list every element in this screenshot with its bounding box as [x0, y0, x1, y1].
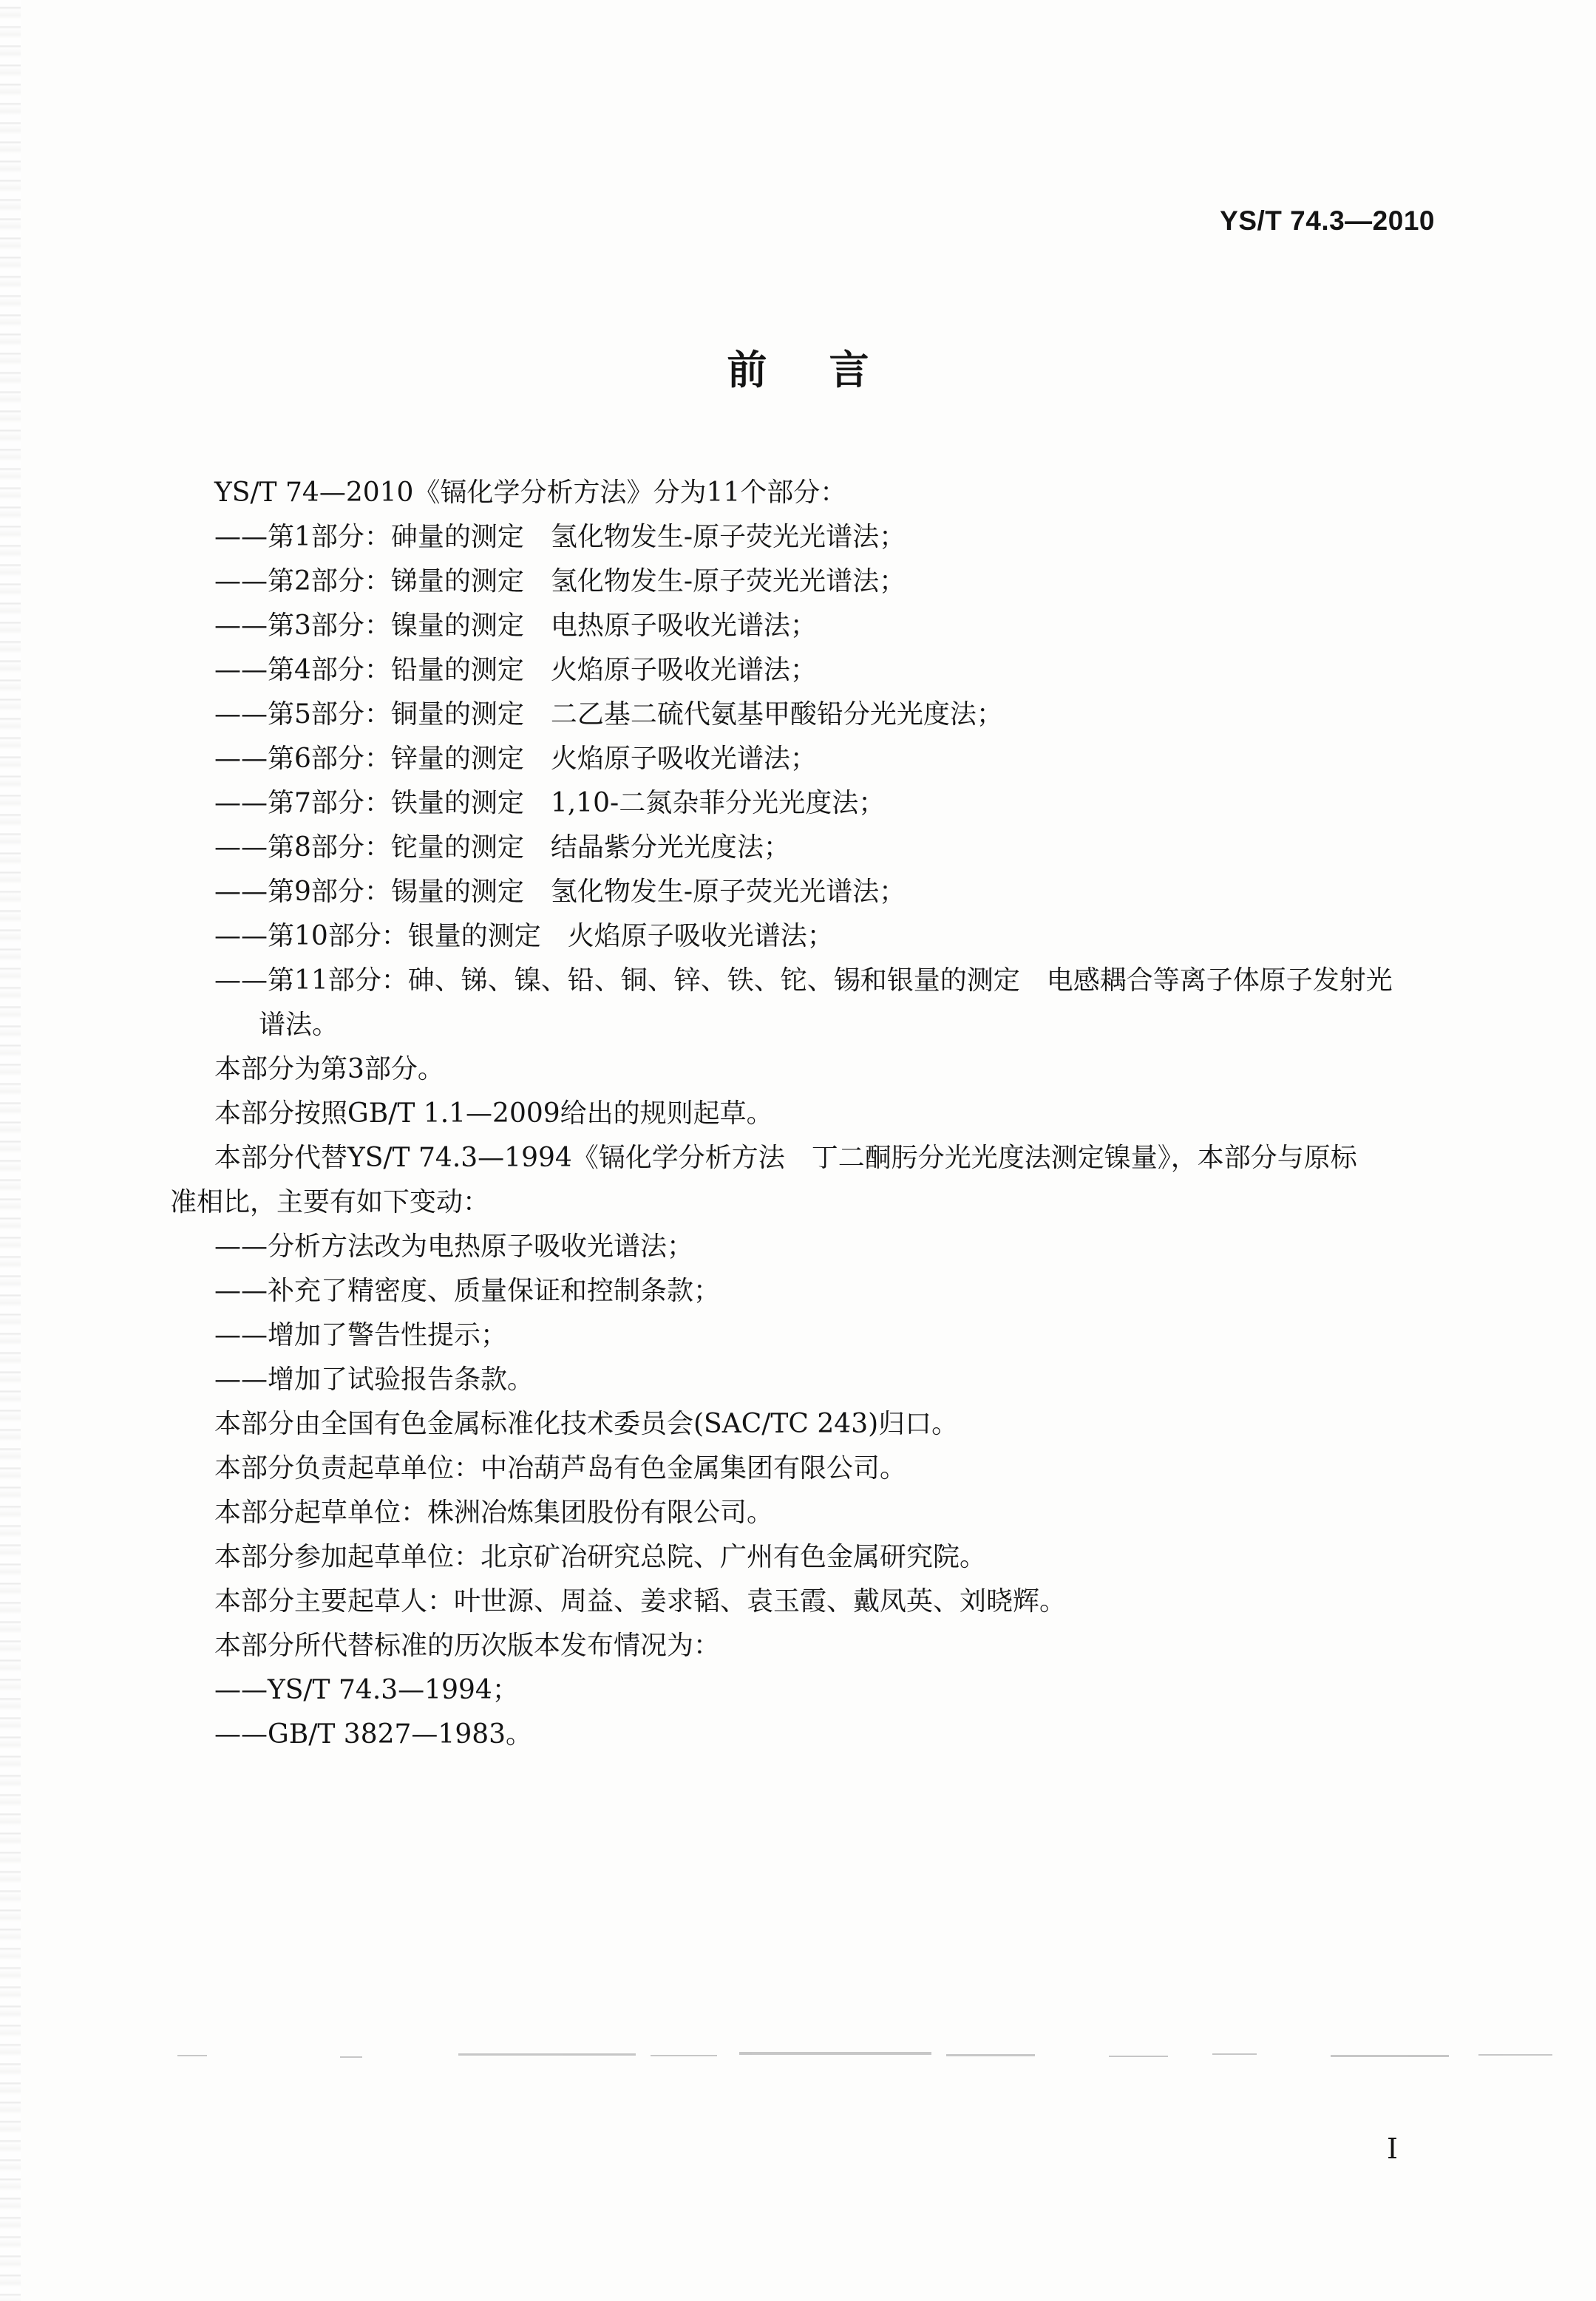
info-line: 本部分所代替标准的历次版本发布情况为： — [214, 1631, 721, 1661]
info-line: 本部分主要起草人：叶世源、周益、姜求韬、袁玉霞、戴凤英、刘晓辉。 — [214, 1586, 1067, 1617]
intro-line: YS/T 74—2010《镉化学分析方法》分为11个部分： — [214, 477, 847, 508]
info-line: 本部分负责起草单位：中冶葫芦岛有色金属集团有限公司。 — [214, 1453, 907, 1483]
part-item: ——第4部分：铅量的测定 火焰原子吸收光谱法； — [214, 655, 817, 685]
part-item-11-line1: ——第11部分：砷、锑、镍、铅、铜、锌、铁、铊、锡和银量的测定 电感耦合等离子体原子发射光 — [214, 965, 1393, 996]
replace-line2: 准相比，主要有如下变动： — [170, 1187, 490, 1217]
change-item: ——增加了警告性提示； — [214, 1320, 508, 1350]
page-title: 前言 — [727, 347, 931, 393]
part-item-11-line2: 谱法。 — [259, 1010, 339, 1040]
part-item: ——第5部分：铜量的测定 二乙基二硫代氨基甲酸铅分光光度法； — [214, 699, 1003, 730]
statement-part: 本部分为第3部分。 — [214, 1054, 444, 1084]
history-item: ——GB/T 3827—1983。 — [214, 1719, 533, 1750]
change-item: ——补充了精密度、质量保证和控制条款； — [214, 1276, 721, 1306]
page-number: I — [1386, 2132, 1398, 2165]
change-item: ——分析方法改为电热原子吸收光谱法； — [214, 1231, 694, 1262]
change-item: ——增加了试验报告条款。 — [214, 1364, 534, 1395]
statement-rules: 本部分按照GB/T 1.1—2009给出的规则起草。 — [214, 1098, 773, 1129]
part-item: ——第1部分：砷量的测定 氢化物发生-原子荧光光谱法； — [214, 522, 906, 552]
standard-code: YS/T 74.3—2010 — [1220, 205, 1435, 236]
replace-line1: 本部分代替YS/T 74.3—1994《镉化学分析方法 丁二酮肟分光光度法测定镍量》，本部分与原标 — [214, 1143, 1357, 1173]
info-line: 本部分参加起草单位：北京矿冶研究总院、广州有色金属研究院。 — [214, 1542, 987, 1572]
part-item: ——第6部分：锌量的测定 火焰原子吸收光谱法； — [214, 744, 817, 774]
foreword-body — [170, 471, 1442, 1757]
info-line: 本部分起草单位：株洲冶炼集团股份有限公司。 — [214, 1498, 774, 1528]
part-item: ——第7部分：铁量的测定 1,10-二氮杂菲分光光度法； — [214, 788, 886, 818]
part-item: ——第10部分：银量的测定 火焰原子吸收光谱法； — [214, 921, 834, 951]
history-item: ——YS/T 74.3—1994； — [214, 1675, 519, 1705]
part-item: ——第9部分：锡量的测定 氢化物发生-原子荧光光谱法； — [214, 877, 906, 907]
scan-noise-line — [177, 2047, 1567, 2065]
part-item: ——第2部分：锑量的测定 氢化物发生-原子荧光光谱法； — [214, 566, 906, 597]
part-item: ——第8部分：铊量的测定 结晶紫分光光度法； — [214, 832, 790, 863]
part-item: ——第3部分：镍量的测定 电热原子吸收光谱法； — [214, 611, 817, 641]
info-line: 本部分由全国有色金属标准化技术委员会(SAC/TC 243)归口。 — [214, 1409, 959, 1439]
